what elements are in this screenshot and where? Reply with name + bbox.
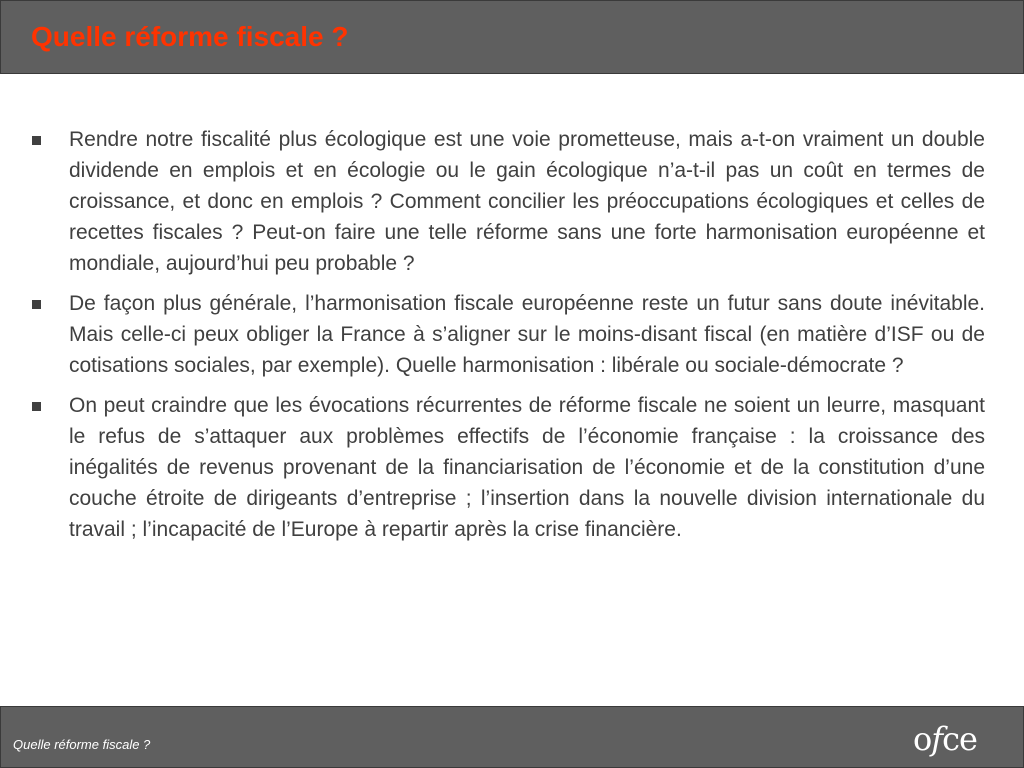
square-bullet-icon bbox=[32, 136, 41, 145]
square-bullet-icon bbox=[32, 402, 41, 411]
bullet-text: Rendre notre fiscalité plus écologique est une voie prometteuse, mais a-t-on vraiment un double dividende en emplois et en écologie ou le gain écologique n’a-t-il pas un coût en termes de croissance, et donc en emplois ? Comment concilier les préoccupations écologiques et celles de recettes fiscales ? Peut-on faire une telle réforme sans une forte harmonisation européenne et mondiale, aujourd’hui peu probable ? bbox=[69, 128, 985, 275]
square-bullet-icon bbox=[32, 300, 41, 309]
logo-part-o: o bbox=[913, 720, 932, 758]
slide-title: Quelle réforme fiscale ? bbox=[31, 21, 349, 52]
header-bar bbox=[0, 0, 1024, 74]
slide-content bbox=[30, 124, 985, 554]
bullet-item bbox=[30, 124, 985, 279]
logo-part-ce: ce bbox=[942, 720, 977, 758]
bullet-text: On peut craindre que les évocations récurrentes de réforme fiscale ne soient un leurre, masquant le refus de s’attaquer aux problèmes effectifs de l’économie française : la croissance des inégalités de revenus provenant de la financiarisation de l’économie et de la constitution d’une couche étroite de dirigeants d’entreprise ; l’insertion dans la nouvelle division internationale du travail ; l’incapacité de l’Europe à repartir après la crise financière. bbox=[69, 394, 985, 541]
footer-bar bbox=[0, 706, 1024, 768]
bullet-item bbox=[30, 288, 985, 381]
bullet-list bbox=[30, 124, 985, 545]
logo-part-f: f bbox=[931, 720, 943, 758]
ofce-logo bbox=[913, 721, 999, 757]
footer-title: Quelle réforme fiscale ? bbox=[13, 737, 151, 752]
bullet-item bbox=[30, 390, 985, 545]
bullet-text: De façon plus générale, l’harmonisation fiscale européenne reste un futur sans doute inévitable. Mais celle-ci peux obliger la France à s’aligner sur le moins-disant fiscal (en matière d’ISF ou de cotisations sociales, par exemple). Quelle harmonisation : libérale ou sociale-démocrate ? bbox=[69, 292, 985, 377]
